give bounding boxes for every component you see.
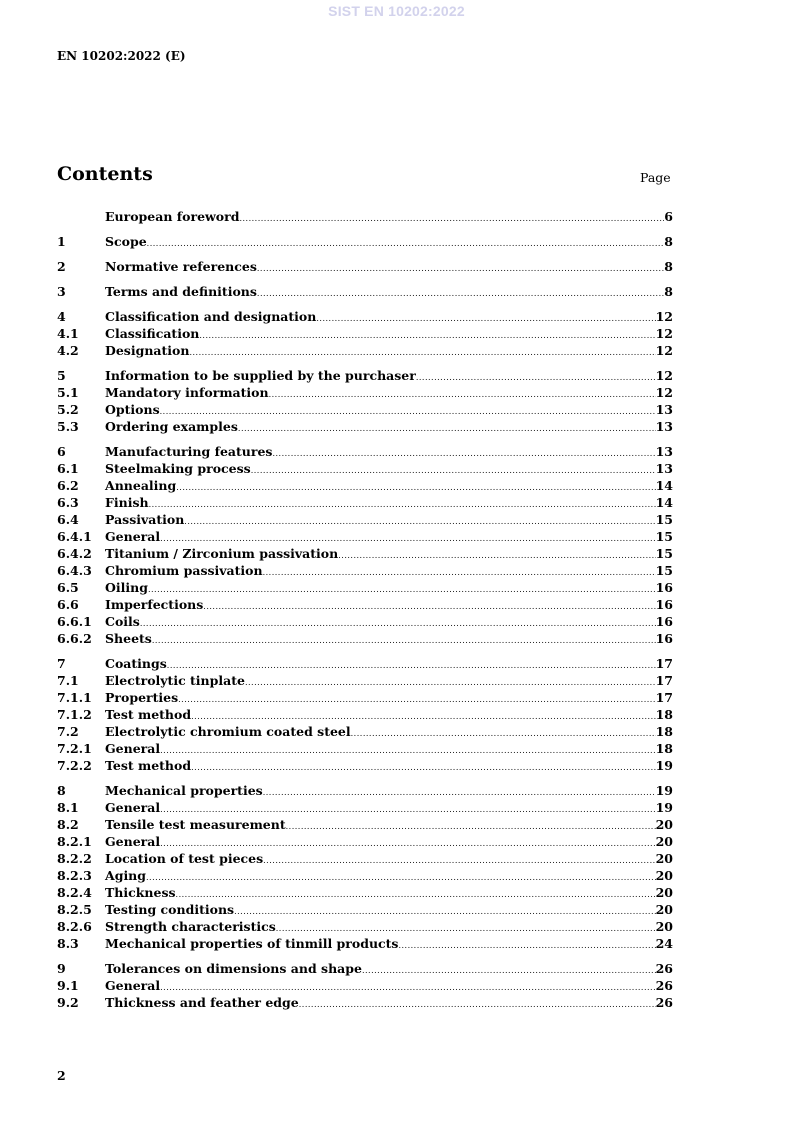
page-column-label: Page [640, 170, 671, 185]
toc-entry-number: 8.2.3 [57, 868, 92, 883]
toc-dot-leader [316, 310, 655, 327]
toc-entry-number: 6.6.1 [57, 614, 92, 629]
toc-entry-title: Passivation [105, 512, 185, 527]
toc-entry-title: Sheets [105, 631, 152, 646]
toc-dot-leader [178, 691, 655, 708]
toc-entry-page: 20 [655, 919, 673, 934]
toc-dot-leader [234, 903, 656, 920]
toc-entry[interactable] [57, 308, 673, 325]
toc-dot-leader [184, 513, 655, 530]
toc-entry[interactable] [57, 850, 673, 867]
toc-dot-leader [257, 260, 664, 277]
toc-entry[interactable] [57, 367, 673, 384]
toc-entry-number: 9.2 [57, 995, 79, 1010]
toc-entry-title: Test method [105, 707, 192, 722]
toc-entry-page: 26 [655, 978, 673, 993]
toc-entry-title: Strength characteristics [105, 919, 276, 934]
toc-entry-number: 5.1 [57, 385, 79, 400]
toc-entry-page: 8 [664, 234, 673, 249]
toc-dot-leader [239, 210, 664, 227]
toc-entry-page: 17 [655, 656, 673, 671]
toc-entry-page: 12 [655, 385, 673, 400]
toc-entry[interactable] [57, 994, 673, 1011]
toc-entry-page: 15 [655, 512, 673, 527]
toc-entry-number: 4 [57, 309, 66, 324]
toc-entry-page: 20 [655, 834, 673, 849]
toc-entry-title: Classification [105, 326, 200, 341]
toc-dot-leader [263, 564, 656, 581]
watermark-text: SIST EN 10202:2022 [328, 3, 465, 19]
toc-entry[interactable] [57, 418, 673, 435]
toc-entry[interactable] [57, 833, 673, 850]
toc-entry-title: Classification and designation [105, 309, 317, 324]
toc-entry-title: Finish [105, 495, 149, 510]
toc-entry[interactable] [57, 960, 673, 977]
toc-entry-title: Electrolytic tinplate [105, 673, 245, 688]
toc-entry-page: 13 [655, 419, 673, 434]
toc-entry-title: Mechanical properties of tinmill products [105, 936, 399, 951]
toc-group [57, 655, 673, 774]
toc-group [57, 258, 673, 275]
toc-dot-leader [362, 962, 656, 979]
toc-dot-leader [398, 937, 655, 954]
toc-entry-page: 24 [655, 936, 673, 951]
toc-entry[interactable] [57, 613, 673, 630]
toc-entry-page: 12 [655, 309, 673, 324]
toc-entry[interactable] [57, 935, 673, 952]
toc-entry-page: 19 [655, 783, 673, 798]
page-number: 2 [57, 1068, 66, 1083]
toc-group [57, 782, 673, 952]
toc-entry-title: Thickness [105, 885, 176, 900]
toc-entry-title: Location of test pieces [105, 851, 264, 866]
toc-entry-title: Designation [105, 343, 190, 358]
toc-entry[interactable] [57, 901, 673, 918]
toc-entry[interactable] [57, 884, 673, 901]
toc-entry[interactable] [57, 630, 673, 647]
toc-entry-number: 5.2 [57, 402, 79, 417]
toc-entry-title: Mandatory information [105, 385, 269, 400]
toc-entry-page: 20 [655, 902, 673, 917]
toc-dot-leader [140, 615, 656, 632]
toc-entry-number: 8 [57, 783, 66, 798]
toc-entry-number: 5 [57, 368, 66, 383]
toc-entry-number: 4.2 [57, 343, 79, 358]
toc-entry-title: European foreword [105, 209, 240, 224]
toc-entry-title: Imperfections [105, 597, 204, 612]
toc-entry[interactable] [57, 233, 673, 250]
toc-dot-leader [286, 818, 656, 835]
toc-entry-number: 6.4.1 [57, 529, 92, 544]
toc-entry[interactable] [57, 740, 673, 757]
toc-dot-leader [269, 386, 656, 403]
toc-entry[interactable] [57, 867, 673, 884]
toc-group [57, 283, 673, 300]
toc-dot-leader [251, 462, 656, 479]
toc-dot-leader [257, 285, 664, 302]
toc-group [57, 233, 673, 250]
toc-entry-page: 20 [655, 817, 673, 832]
toc-entry-title: Chromium passivation [105, 563, 263, 578]
toc-entry-number: 7.1 [57, 673, 79, 688]
toc-entry[interactable] [57, 283, 673, 300]
toc-dot-leader [245, 674, 656, 691]
toc-entry-number: 9 [57, 961, 66, 976]
toc-entry-number: 6.2 [57, 478, 79, 493]
toc-entry-number: 2 [57, 259, 66, 274]
toc-entry-title: Properties [105, 690, 179, 705]
toc-dot-leader [263, 784, 656, 801]
toc-entry-page: 15 [655, 529, 673, 544]
toc-entry-number: 7.2.2 [57, 758, 92, 773]
toc-entry[interactable] [57, 545, 673, 562]
toc-entry[interactable] [57, 477, 673, 494]
toc-entry-number: 6 [57, 444, 66, 459]
toc-entry-number: 6.4.2 [57, 546, 92, 561]
toc-entry-page: 19 [655, 800, 673, 815]
toc-entry-title: Thickness and feather edge [105, 995, 299, 1010]
toc-entry-page: 26 [655, 961, 673, 976]
toc-entry[interactable] [57, 258, 673, 275]
toc-entry-page: 20 [655, 851, 673, 866]
toc-group [57, 208, 673, 225]
toc-entry-title: Manufacturing features [105, 444, 273, 459]
toc-entry-page: 15 [655, 563, 673, 578]
toc-entry-page: 20 [655, 885, 673, 900]
toc-entry[interactable] [57, 816, 673, 833]
toc-entry-title: Information to be supplied by the purchaser [105, 368, 416, 383]
toc-dot-leader [416, 369, 656, 386]
toc-entry-number: 3 [57, 284, 66, 299]
toc-entry-page: 18 [655, 707, 673, 722]
toc-entry[interactable] [57, 325, 673, 342]
toc-dot-leader [238, 420, 656, 437]
toc-entry[interactable] [57, 494, 673, 511]
toc-entry[interactable] [57, 672, 673, 689]
toc-entry-page: 12 [655, 368, 673, 383]
toc-entry[interactable] [57, 460, 673, 477]
toc-entry[interactable] [57, 706, 673, 723]
toc-entry-title: Aging [105, 868, 147, 883]
toc-entry-number: 8.2.4 [57, 885, 92, 900]
toc-entry-number: 6.4 [57, 512, 79, 527]
toc-entry-number: 7.2 [57, 724, 79, 739]
toc-entry[interactable] [57, 208, 673, 225]
toc-entry-page: 16 [655, 597, 673, 612]
toc-entry-title: Annealing [105, 478, 177, 493]
toc-entry-page: 13 [655, 461, 673, 476]
toc-group [57, 443, 673, 647]
toc-entry[interactable] [57, 757, 673, 774]
toc-entry-page: 8 [664, 284, 673, 299]
toc-entry-number: 8.2.5 [57, 902, 92, 917]
toc-entry-title: Normative references [105, 259, 257, 274]
toc-entry[interactable] [57, 528, 673, 545]
toc-entry[interactable] [57, 977, 673, 994]
toc-entry-title: Oiling [105, 580, 148, 595]
toc-entry-title: General [105, 529, 161, 544]
toc-entry-number: 7.1.1 [57, 690, 92, 705]
page-title: Contents [57, 163, 153, 185]
toc-entry-page: 15 [655, 546, 673, 561]
toc-dot-leader [148, 581, 656, 598]
toc-entry-title: Terms and definitions [105, 284, 257, 299]
toc-entry-page: 17 [655, 673, 673, 688]
toc-dot-leader [351, 725, 656, 742]
toc-entry-page: 13 [655, 444, 673, 459]
document-id: EN 10202:2022 (E) [57, 49, 186, 63]
toc-entry-title: General [105, 741, 161, 756]
toc-entry[interactable] [57, 342, 673, 359]
toc-entry-title: Titanium / Zirconium passivation [105, 546, 339, 561]
toc-entry-title: Testing conditions [105, 902, 235, 917]
toc-entry-page: 16 [655, 614, 673, 629]
toc-entry-page: 18 [655, 741, 673, 756]
toc-entry-page: 26 [655, 995, 673, 1010]
toc-entry-page: 14 [655, 495, 673, 510]
toc-dot-leader [299, 996, 656, 1013]
toc-entry-page: 13 [655, 402, 673, 417]
toc-dot-leader [203, 598, 655, 615]
toc-entry-title: Coils [105, 614, 140, 629]
toc-entry-title: Mechanical properties [105, 783, 263, 798]
toc-entry-title: General [105, 800, 161, 815]
toc-entry-title: General [105, 978, 161, 993]
toc-entry-number: 6.6.2 [57, 631, 92, 646]
toc-dot-leader [272, 445, 655, 462]
toc-dot-leader [146, 869, 656, 886]
toc-entry[interactable] [57, 689, 673, 706]
toc-entry-title: General [105, 834, 161, 849]
toc-entry-number: 1 [57, 234, 66, 249]
toc-entry-title: Ordering examples [105, 419, 238, 434]
toc-dot-leader [149, 496, 656, 513]
toc-entry[interactable] [57, 655, 673, 672]
toc-entry-number: 8.2.6 [57, 919, 92, 934]
toc-entry[interactable] [57, 511, 673, 528]
toc-entry-number: 8.2.2 [57, 851, 92, 866]
toc-entry-title: Test method [105, 758, 192, 773]
toc-entry-page: 16 [655, 580, 673, 595]
toc-entry-number: 6.4.3 [57, 563, 92, 578]
toc-dot-leader [263, 852, 655, 869]
toc-entry-number: 7.2.1 [57, 741, 92, 756]
toc-entry-number: 8.1 [57, 800, 79, 815]
toc-entry-page: 12 [655, 326, 673, 341]
toc-dot-leader [191, 759, 655, 776]
toc-entry-title: Coatings [105, 656, 167, 671]
toc-entry-number: 6.6 [57, 597, 79, 612]
toc-entry-title: Tensile test measurement [105, 817, 286, 832]
toc-entry-number: 6.1 [57, 461, 79, 476]
toc-entry-title: Scope [105, 234, 147, 249]
toc-entry[interactable] [57, 799, 673, 816]
toc-dot-leader [338, 547, 655, 564]
toc-entry[interactable] [57, 443, 673, 460]
toc-entry-number: 7 [57, 656, 66, 671]
toc-entry-title: Steelmaking process [105, 461, 251, 476]
toc-entry-page: 18 [655, 724, 673, 739]
toc-entry-title: Tolerances on dimensions and shape [105, 961, 362, 976]
toc-entry-page: 19 [655, 758, 673, 773]
toc-entry-page: 17 [655, 690, 673, 705]
toc-entry-page: 20 [655, 868, 673, 883]
toc-entry-page: 16 [655, 631, 673, 646]
toc-dot-leader [152, 632, 656, 649]
toc-dot-leader [160, 742, 655, 759]
toc-entry-number: 8.3 [57, 936, 79, 951]
toc-entry[interactable] [57, 384, 673, 401]
toc-entry-title: Options [105, 402, 160, 417]
toc-entry-number: 7.1.2 [57, 707, 92, 722]
toc-entry[interactable] [57, 782, 673, 799]
toc-entry[interactable] [57, 596, 673, 613]
toc-entry-number: 5.3 [57, 419, 79, 434]
toc-group [57, 308, 673, 359]
toc-entry[interactable] [57, 723, 673, 740]
table-of-contents [57, 208, 673, 1019]
toc-dot-leader [189, 344, 655, 361]
toc-entry-page: 8 [664, 259, 673, 274]
toc-dot-leader [176, 479, 655, 496]
toc-dot-leader [176, 886, 656, 903]
toc-entry-number: 8.2 [57, 817, 79, 832]
toc-entry-title: Electrolytic chromium coated steel [105, 724, 351, 739]
toc-group [57, 960, 673, 1011]
toc-entry-number: 4.1 [57, 326, 79, 341]
toc-entry[interactable] [57, 401, 673, 418]
toc-entry-number: 9.1 [57, 978, 79, 993]
toc-group [57, 367, 673, 435]
toc-entry-number: 6.5 [57, 580, 79, 595]
toc-dot-leader [147, 235, 665, 252]
toc-entry-page: 12 [655, 343, 673, 358]
toc-entry-number: 8.2.1 [57, 834, 92, 849]
toc-entry[interactable] [57, 918, 673, 935]
toc-entry-number: 6.3 [57, 495, 79, 510]
toc-entry[interactable] [57, 579, 673, 596]
toc-entry[interactable] [57, 562, 673, 579]
toc-dot-leader [199, 327, 655, 344]
toc-entry-page: 14 [655, 478, 673, 493]
toc-entry-page: 6 [664, 209, 673, 224]
